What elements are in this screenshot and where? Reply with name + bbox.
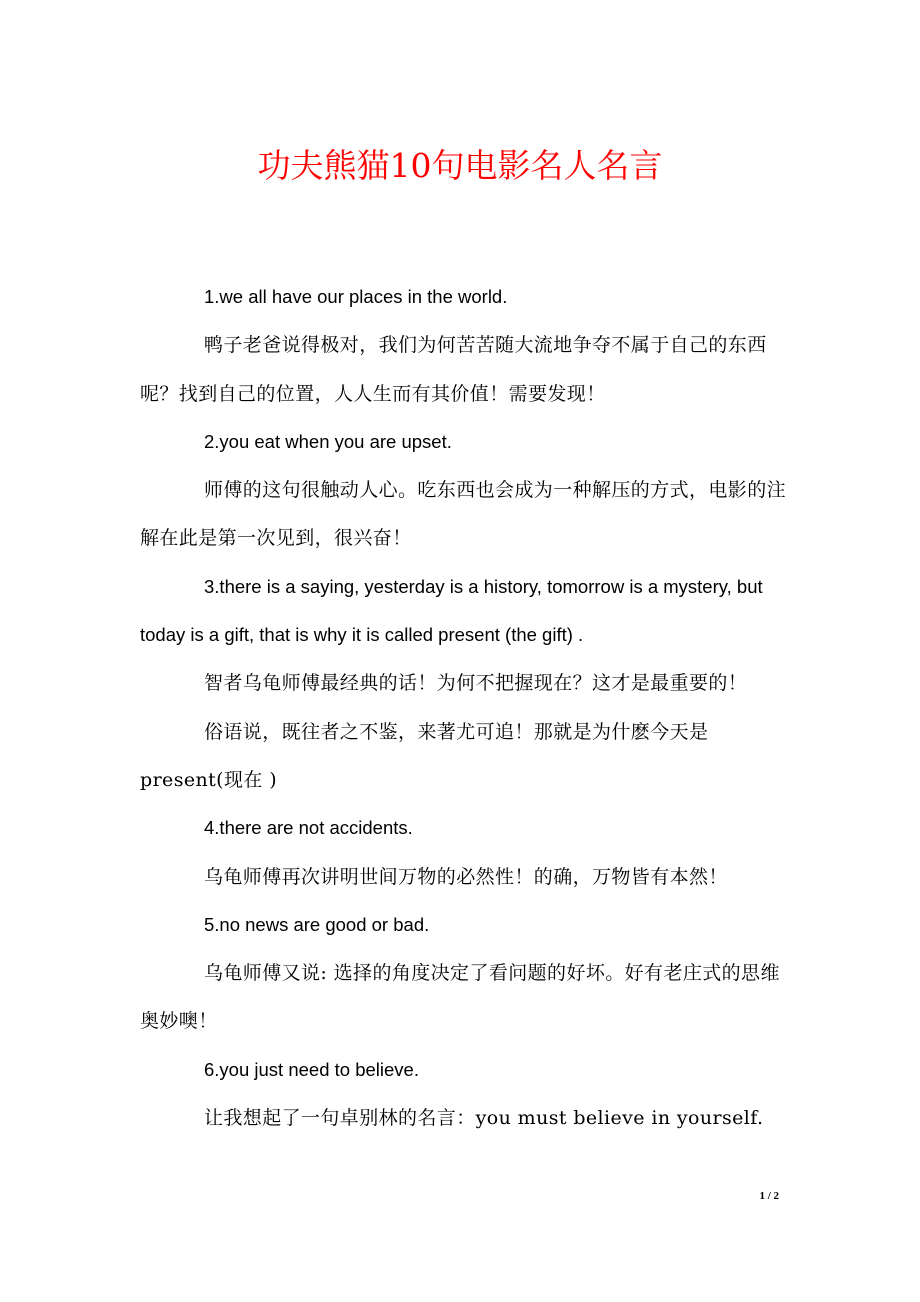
quote-3-comment-2: 俗语说，既往者之不鉴，来著尤可追！那就是为什麽今天是present(现在 ) [140, 720, 709, 791]
quote-1-english: 1.we all have our places in the world. [204, 286, 508, 307]
page-title: 功夫熊猫10句电影名人名言 [257, 146, 663, 185]
quote-5-english: 5.no news are good or bad. [204, 913, 430, 935]
page-number: 1 / 2 [759, 1190, 779, 1202]
quote-2-english: 2.you eat when you are upset. [204, 430, 452, 452]
quote-3-english: 3.there is a saying, yesterday is a history, tomorrow is a mystery, but today is a gift, that is why it is called present (the gift) . [140, 575, 763, 646]
document-body [140, 273, 790, 1142]
quote-2-comment: 师傅的这句很触动人心。吃东西也会成为一种解压的方式，电影的注解在此是第一次见到，很兴奋！ [140, 479, 787, 550]
quote-4-english: 4.there are not accidents. [204, 817, 413, 839]
quote-5-comment: 乌龟师傅又说: 选择的角度决定了看问题的好坏。好有老庄式的思维奥妙噢！ [140, 962, 780, 1033]
quote-3-comment: 智者乌龟师傅最经典的话！为何不把握现在？这才是最重要的！ [204, 672, 748, 695]
quote-1-comment: 鸭子老爸说得极对，我们为何苦苦随大流地争夺不属于自己的东西呢？找到自己的位置，人人生而有其价值！需要发现！ [140, 334, 767, 405]
quote-6-comment: 让我想起了一句卓别林的名言：you must believe in yourself. [204, 1107, 764, 1130]
quote-6-english: 6.you just need to believe. [204, 1058, 419, 1080]
quote-4-comment: 乌龟师傅再次讲明世间万物的必然性！的确，万物皆有本然！ [204, 865, 728, 888]
